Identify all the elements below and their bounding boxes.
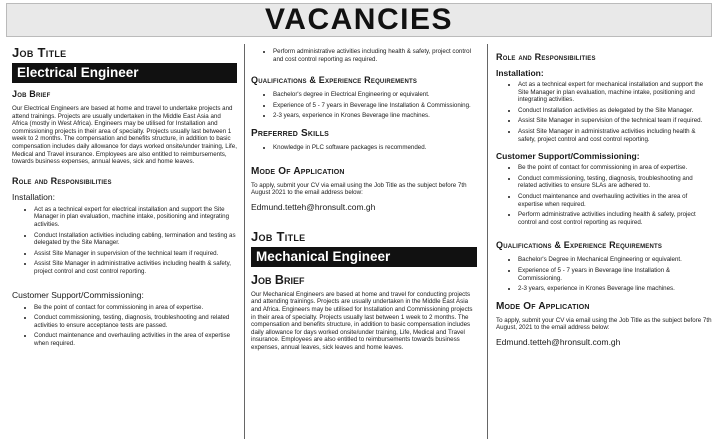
job-brief-heading: Job Brief	[251, 272, 305, 287]
support-list	[12, 304, 237, 348]
middle-column	[251, 46, 477, 439]
job-brief-text: Our Mechanical Engineers are based at home and travel for conducting projects and attending trainings. Projects are usually undertaken in the Middle East Asia and Africa. Engineers may be utilised for Installation and Commissioning projects in their area of specialty. Projects usually last between 1 week to 2 months. The compensation and benefits structure, in addition to basic compensation includes daily allowance for days worked onsite/under training, Life, Medical and Travel insurance. Employees are also entitled to reimbursements towards business expenses, annual leaves, sick leaves and home leaves.	[251, 290, 473, 351]
list-item: • Be the point of contact for commissioning in area of expertise.	[34, 304, 237, 312]
list-item: • Bachelor's degree in Electrical Engineering or equivalent.	[273, 91, 477, 99]
list-item: • 2-3 years, experience in Krones Beverage line machines.	[518, 285, 712, 293]
installation-list	[12, 206, 237, 276]
list-item: • Act as a technical expert for electrical installation and support the Site Manager in plan evaluation, machine intake, positioning and integrating activities.	[34, 206, 237, 229]
application-email[interactable]: Edmund.tetteh@hronsult.com.gh	[496, 336, 621, 347]
list-item: • Conduct commissioning, testing, diagnosis, troubleshooting and related activities to ensure acceptance tests are passed.	[34, 314, 237, 329]
job-brief-text: Our Electrical Engineers are based at home and travel to undertake projects and attend trainings. Projects are usually undertaken in the Middle East Asia and Africa (mostly in West Africa). Engineers may be utilised for Installation and commissioning projects in their area of specialty. Projects usually last between 1 week to 2 months. The compensation and benefits structure, in addition to basic compensation includes daily allowance for days worked onsite/under training, Life, Medical and Travel insurance. Employees are also entitled to reimbursements, towards business expenses, annual leaves, sick and home leaves.	[12, 105, 237, 166]
qualifications-list	[251, 91, 477, 120]
skills-list	[251, 144, 477, 152]
list-item: • Conduct commissioning, testing, diagnosis, troubleshooting and related activities to ensure SLAs are adhered to.	[518, 175, 712, 190]
list-item: • Perform administrative activities including health & safety, project control and cost control reporting as required.	[273, 48, 477, 63]
list-item: • Assist Site Manager in supervision of the technical team if required.	[518, 117, 712, 125]
column-divider	[244, 44, 245, 439]
list-item: • Assist Site Manager in administrative activities including health & safety, project control and cost control reporting.	[518, 128, 712, 143]
mechanical-column	[496, 46, 712, 439]
installation-heading: Installation:	[496, 68, 544, 78]
list-item: • Experience of 5 - 7 years in Beverage line Installation & Commissioning.	[273, 102, 477, 110]
list-item: • Assist Site Manager in administrative activities including health & safety, project control and cost control reporting.	[34, 260, 237, 275]
roles-heading: Role and Responsibilities	[12, 175, 112, 186]
skills-heading: Preferred Skills	[251, 127, 330, 139]
job-brief-heading: Job Brief	[12, 89, 51, 99]
support-list	[496, 164, 712, 226]
list-item: • Conduct Installation activities as delegated by the Site Manager.	[518, 107, 712, 115]
job-title-label: Job Title	[251, 228, 306, 244]
qualifications-list	[496, 256, 712, 292]
job-title-label: Job Title	[12, 46, 67, 60]
vacancies-banner	[6, 3, 712, 37]
list-item: • Bachelor's Degree in Mechanical Engineering or equivalent.	[518, 256, 712, 264]
application-heading: Mode Of Application	[251, 165, 345, 177]
column-divider	[487, 44, 488, 439]
list-item: • Conduct maintenance and overhauling activities in the area of expertise when required.	[34, 332, 237, 347]
page-title: VACANCIES	[265, 3, 453, 36]
application-text: To apply, submit your CV via email using the Job Title as the subject before 7th August, 2021 to the email address below:	[496, 316, 712, 332]
list-item: • Experience of 5 - 7 years in Beverage line Installation & Commissioning.	[518, 267, 712, 282]
electrical-column	[12, 46, 237, 439]
list-item: • Act as a technical expert for mechanical installation and support the Site Manager in plan evaluation, machine intake, positioning and integrating activities.	[518, 81, 712, 104]
support-heading: Customer Support/Commissioning:	[496, 151, 640, 162]
list-item: • Assist Site Manager in supervision of the technical team if required.	[34, 250, 237, 258]
support-list-continued	[251, 48, 477, 63]
list-item: • Knowledge in PLC software packages is recommended.	[273, 144, 477, 152]
roles-heading: Role and Responsibilities	[496, 52, 596, 62]
application-text: To apply, submit your CV via email using the Job Title as the subject before 7th August 2021 to the email address below:	[251, 181, 467, 197]
application-heading: Mode Of Application	[496, 300, 590, 312]
application-email[interactable]: Edmund.tetteh@hronsult.com.gh	[251, 201, 376, 212]
list-item: • Be the point of contact for commissioning in area of expertise.	[518, 164, 712, 172]
job-name-mechanical: Mechanical Engineer	[251, 247, 477, 267]
list-item: • Conduct Installation activities including cabling, termination and testing as delegated by the Site Manager.	[34, 232, 237, 247]
job-name-electrical: Electrical Engineer	[12, 63, 237, 83]
list-item: • 2-3 years, experience in Krones Beverage line machines.	[273, 112, 477, 120]
qualifications-heading: Qualifications & Experience Requirements	[251, 75, 418, 86]
support-heading: Customer Support/Commissioning:	[12, 289, 144, 300]
installation-list	[496, 81, 712, 143]
installation-heading: Installation:	[12, 191, 55, 202]
list-item: • Perform administrative activities including health & safety, project control and cost control reporting as required.	[518, 211, 712, 226]
qualifications-heading: Qualifications & Experience Requirements	[496, 240, 663, 251]
list-item: • Conduct maintenance and overhauling activities in the area of expertise when required.	[518, 193, 712, 208]
